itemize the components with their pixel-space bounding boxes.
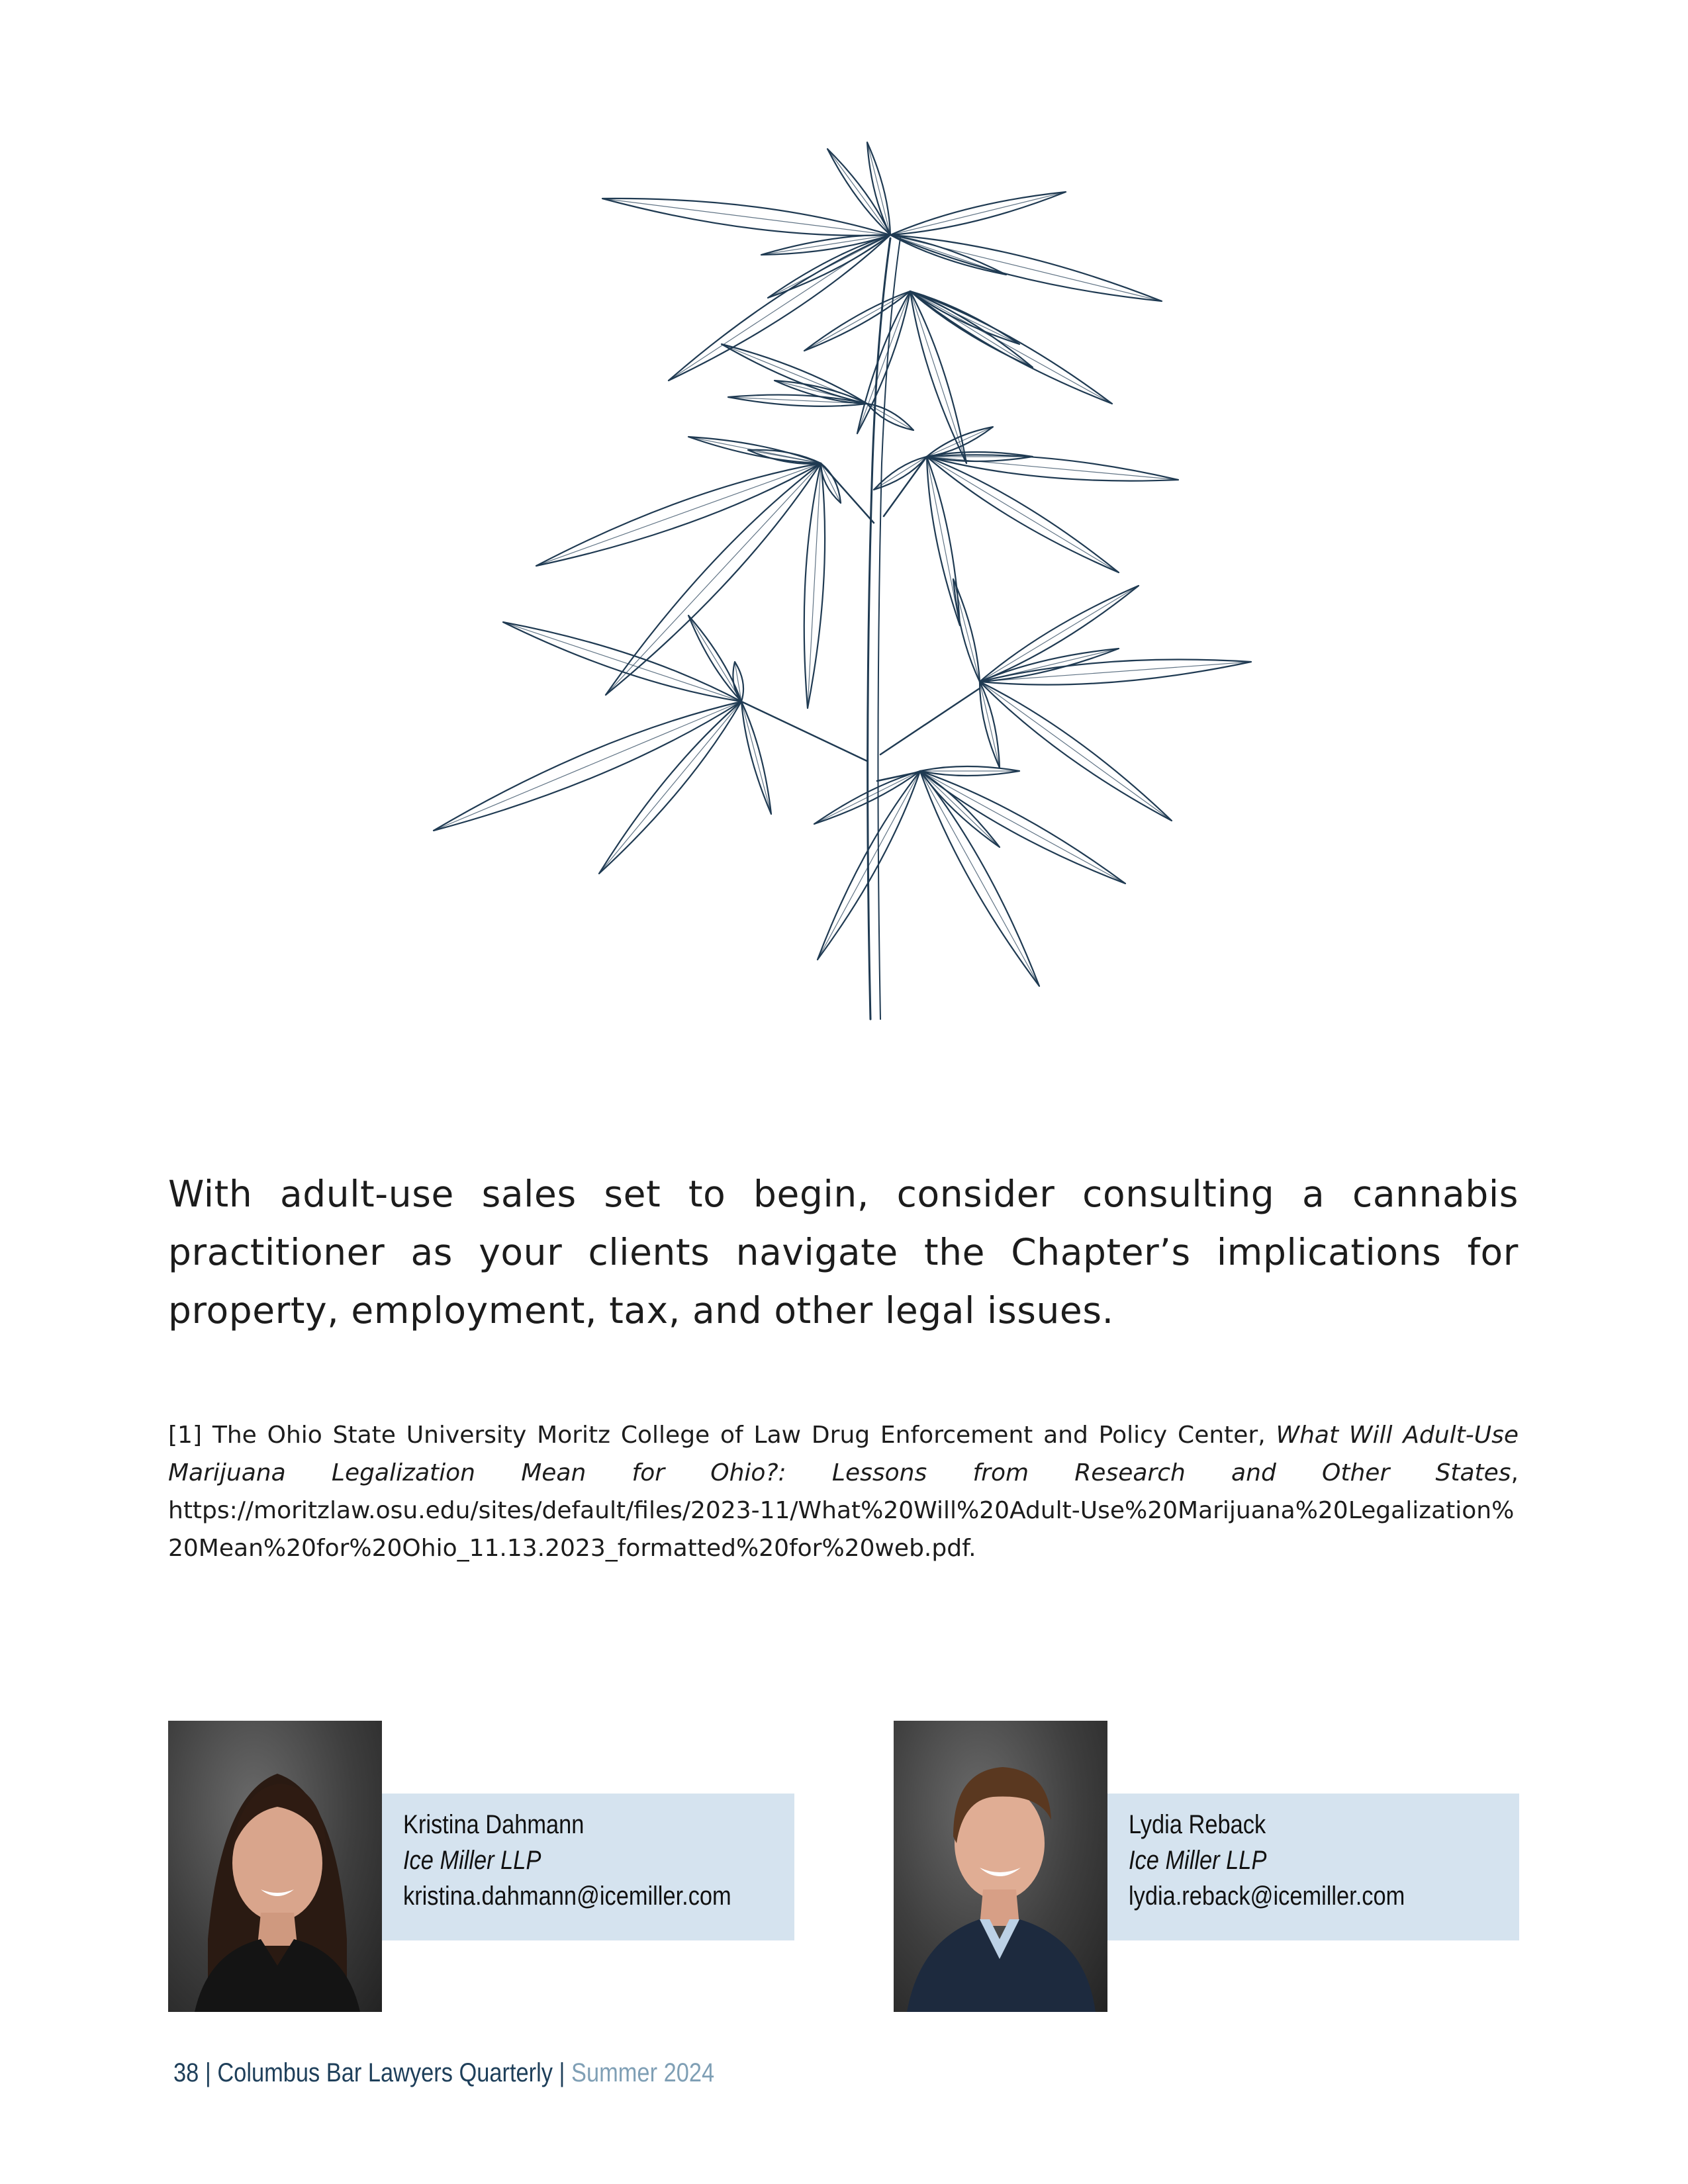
author-card-kristina <box>168 1721 794 2012</box>
author-email[interactable]: kristina.dahmann@icemiller.com <box>403 1882 731 1911</box>
cannabis-plant-illustration <box>410 126 1271 1039</box>
footnote-title: What Will Adult-Use Marijuana Legalization Mean for Ohio?: Lessons from Research and Other States <box>168 1422 1519 1486</box>
author-photo <box>168 1721 382 2012</box>
author-firm: Ice Miller LLP <box>403 1846 541 1875</box>
publication-name: Columbus Bar Lawyers Quarterly <box>217 2058 553 2087</box>
author-name: Kristina Dahmann <box>403 1810 585 1839</box>
footnote-marker: [1] <box>168 1422 202 1449</box>
author-info-box <box>382 1794 794 1940</box>
footnote <box>168 1416 1519 1567</box>
closing-paragraph: With adult-use sales set to begin, consider consulting a cannabis practitioner as your clients navigate the Chapter’s implications for property, employment, tax, and other legal issues. <box>168 1173 1519 1332</box>
page-number: 38 <box>173 2058 199 2087</box>
headshot-woman-icon <box>168 1721 382 2012</box>
footnote-url: https://moritzlaw.osu.edu/sites/default/files/2023-11/What%20Will%20Adult-Use%20Marijuana%20Legalization%20Mean%20for%20Ohio_11.13.2023_formatted%20for%20web.pdf. <box>168 1497 1515 1562</box>
author-firm: Ice Miller LLP <box>1129 1846 1267 1875</box>
author-info-box <box>1107 1794 1519 1940</box>
page-footer: 38 | Columbus Bar Lawyers Quarterly | Summer 2024 <box>173 2058 715 2087</box>
headshot-person-icon <box>894 1721 1107 2012</box>
footnote-citation: [1] The Ohio State University Moritz College of Law Drug Enforcement and Policy Center, What Will Adult-Use Marijuana Legalization Mean for Ohio?: Lessons from Research and Other States, <box>168 1422 1519 1486</box>
issue-season: Summer 2024 <box>571 2058 715 2087</box>
cannabis-plant-icon <box>410 126 1271 1039</box>
author-card-lydia <box>894 1721 1519 2012</box>
author-email[interactable]: lydia.reback@icemiller.com <box>1129 1882 1405 1911</box>
footnote-source: The Ohio State University Moritz College of Law Drug Enforcement and Policy Center, <box>212 1422 1266 1449</box>
author-name: Lydia Reback <box>1129 1810 1266 1839</box>
author-photo <box>894 1721 1107 2012</box>
